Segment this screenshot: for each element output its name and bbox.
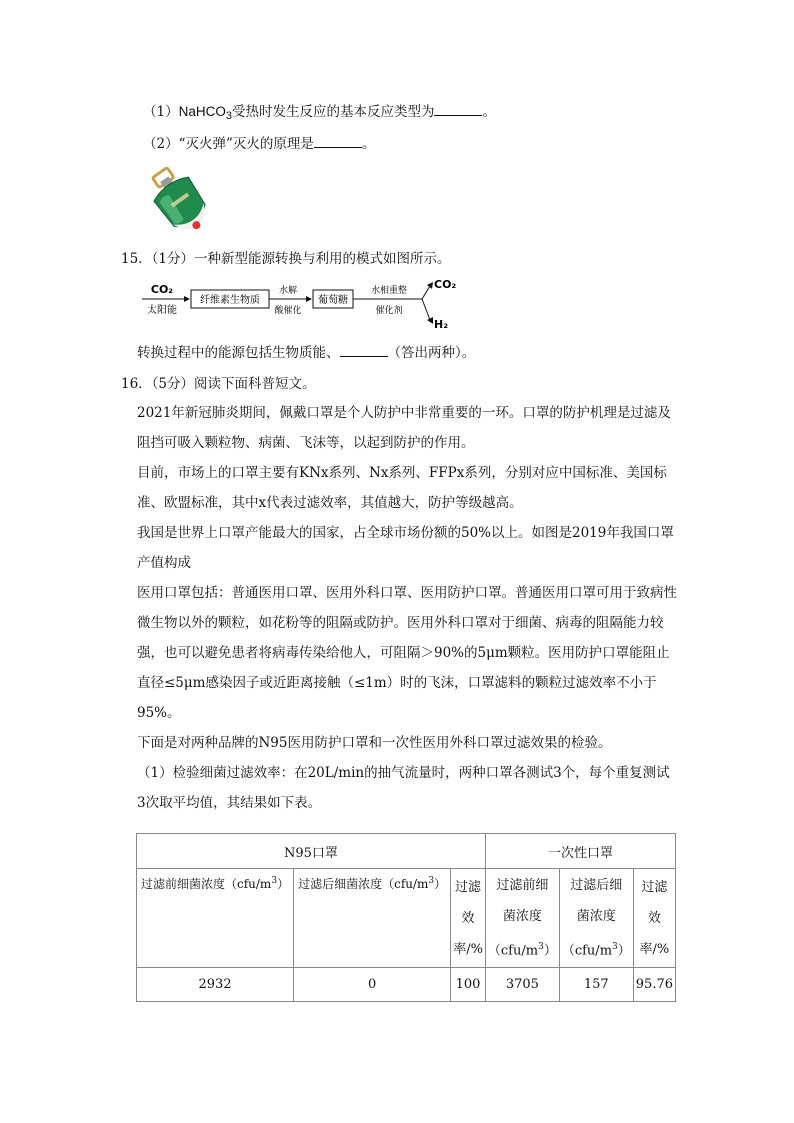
question-1: （1）NaHCO$_3$受热时发生反应的基本反应类型为 。: [143, 101, 496, 126]
answer-blank: [434, 101, 482, 116]
table-header: 过滤效率/%: [451, 869, 486, 968]
question-2-text: “灭火弹”灭火的原理是: [178, 136, 314, 152]
article-body: [137, 398, 677, 818]
question-2-number: （2）: [143, 136, 179, 152]
paragraph: 2021年新冠肺炎期间，佩戴口罩是个人防护中非常重要的一环。口罩的防护机理是过滤及阻挡可吸入颗粒物、病菌、飞沫等，以起到防护的作用。: [137, 405, 671, 451]
table-header: 过滤前细菌浓度$(cfu/m^3)$: [137, 869, 294, 968]
paragraph: 医用口罩包括：普通医用口罩、医用外科口罩、医用防护口罩。普通医用口罩可用于致病性微生物以外的颗粒，如花粉等的阻隔或防护。医用外科口罩对于细菌、病毒的阻隔能力较强，也可以避免患者将病毒传染给他人，可阻隔＞90%的5μm颗粒。医用防护口罩能阻止直径≤5μm感染因子或近距离接触（≤1m）时的飞沫，口罩滤料的颗粒过滤效率不小于95%。: [137, 585, 677, 721]
table-row: [137, 968, 676, 1002]
table-header: 过滤后细菌浓度$(cfu/m^3)$: [294, 869, 451, 968]
energy-conversion-diagram: [140, 278, 470, 338]
table-cell: 3705: [485, 968, 559, 1002]
box-cellulose-label: 纤维素生物质: [200, 295, 260, 306]
diagram-co2-input: CO₂: [150, 283, 174, 296]
table-header: 过滤后细 菌浓度 $(cfu/m^3)$: [559, 869, 633, 968]
table-cell: 100: [451, 968, 486, 1002]
question-15-title: 15．（1分）一种新型能源转换与利用的模式如图所示。: [121, 251, 451, 267]
arrow-hydrolysis-label: 水解: [278, 286, 298, 296]
answer-blank: [340, 342, 388, 357]
box-glucose-label: 葡萄糖: [318, 295, 348, 306]
question-1-text: 受热时发生反应的基本反应类型为: [231, 104, 435, 120]
table-group-n95: N95口罩: [137, 834, 486, 869]
question-16-title: 16．（5分）阅读下面科普短文。: [121, 376, 316, 392]
answer-blank: [314, 133, 362, 148]
question-2: （2）“灭火弹”灭火的原理是 。: [143, 133, 375, 154]
diagram-h2-output: H₂: [434, 318, 449, 331]
arrow-catalyst-label: 催化剂: [375, 306, 403, 316]
paragraph: 下面是对两种品牌的N95医用防护口罩和一次性医用外科口罩过滤效果的检验。: [137, 735, 612, 751]
paragraph: 目前，市场上的口罩主要有KNx系列、Nx系列、FFPx系列，分别对应中国标准、美国标准、欧盟标准，其中x代表过滤效率，其值越大，防护等级越高。: [137, 465, 667, 511]
table-cell: 0: [294, 968, 451, 1002]
arrow-reforming-label: 水相重整: [370, 286, 408, 296]
question-15-answer-line: 转换过程中的能源包括生物质能、 （答出两种）。: [137, 342, 475, 363]
table-cell: 157: [559, 968, 633, 1002]
diagram-co2-output: CO₂: [434, 278, 457, 291]
table-group-disposable: 一次性口罩: [485, 834, 675, 869]
arrow-acid-catalysis-label: 酸催化: [274, 306, 302, 316]
question-1-number: （1）: [143, 104, 179, 120]
paragraph: （1）检验细菌过滤效率：在20L/min的抽气流量时，两种口罩各测试3个，每个重复测试3次取平均值，其结果如下表。: [137, 765, 670, 811]
table-header: 过滤前细 菌浓度 $(cfu/m^3)$: [485, 869, 559, 968]
formula: NaHCO$_3$: [178, 104, 232, 122]
paragraph: 我国是世界上口罩产能最大的国家，占全球市场份额的50%以上。如图是2019年我国口罩产值构成: [137, 525, 674, 571]
table-header: 过滤效率/%: [633, 869, 675, 968]
fire-extinguisher-ball-image: [140, 160, 220, 240]
filtration-results-table: [136, 833, 676, 1002]
table-cell: 95.76: [633, 968, 675, 1002]
table-cell: 2932: [137, 968, 294, 1002]
diagram-solar-input: 太阳能: [147, 305, 177, 316]
